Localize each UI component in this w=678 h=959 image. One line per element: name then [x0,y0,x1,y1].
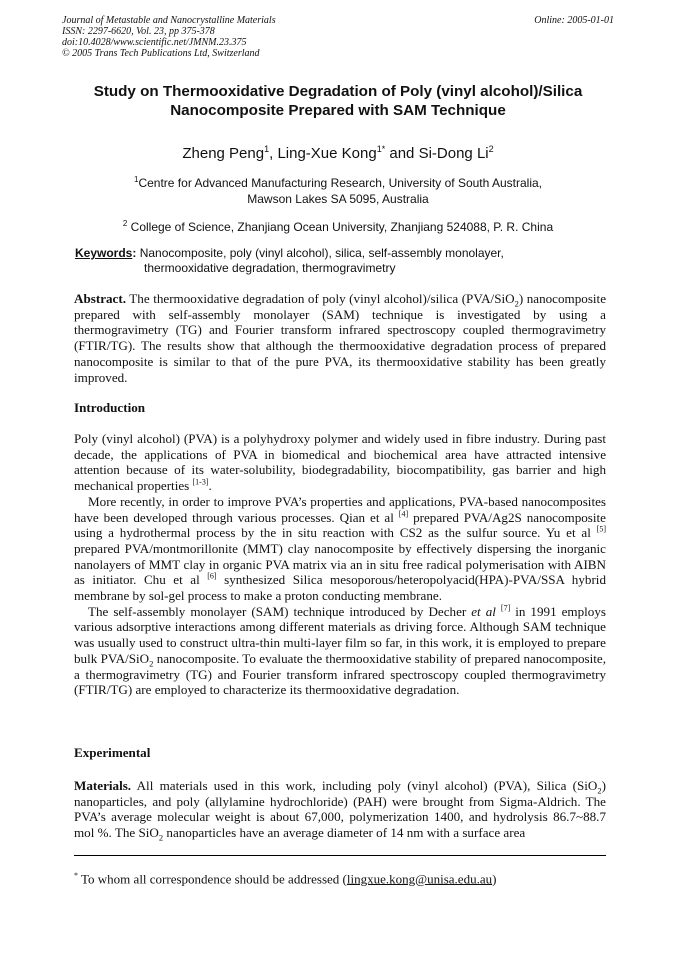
subscript: 2 [597,785,602,796]
title-line-2: Nanocomposite Prepared with SAM Technique [170,102,506,119]
author-separator: and [385,145,419,162]
doi-line: doi:10.4028/www.scientific.net/JMNM.23.375 [62,37,247,48]
keywords-colon: : [132,246,137,260]
paragraph-text: synthesized Silica mesoporous/heteropolyacid(HPA)-PVA/SSA hybrid membrane by sol-gel process to make a proton conducting membrane. [74,572,606,604]
keywords-block [75,246,605,276]
abstract-label: Abstract. [74,291,126,306]
author-1: Zheng Peng [182,145,265,162]
paragraph-text: in 1991 employs various adsorptive interactions among different materials as driving force. Although SAM technique was usually used to construct ultra-thin multi-layer film so far, in this work, it is employed to prepare bulk PVA/SiO [74,603,606,666]
issn-line: ISSN: 2297-6620, Vol. 23, pp 375-378 [62,26,215,37]
abstract-text: ) nanocomposite prepared with self-assembly monolayer (SAM) technique is investigated by using a thermogravimetry (TG) and Fourier transform infrared spectroscopy coupled thermogravimetry (FTIR/TG). The results show that although the thermooxidative degradation process of prepared nanocomposite is similar to that of the pure PVA, its thermooxidative stability has been greatly improved. [74,291,607,385]
email-link[interactable]: lingxue.kong@unisa.edu.au [346,871,493,887]
journal-name: Journal of Metastable and Nanocrystalline Materials [62,15,276,26]
author-2: Ling-Xue Kong [277,145,377,162]
footnote [74,871,496,887]
author-1-affiliation: 1 [264,144,270,154]
subscript: 2 [514,298,519,309]
affiliation-1-line-2: Mawson Lakes SA 5095, Australia [247,192,429,206]
keywords-label: Keywords [75,246,133,260]
affiliation-1-marker: 1 [134,175,139,184]
keywords-line-2: thermooxidative degradation, thermogravimetry [144,261,396,275]
copyright-line: © 2005 Trans Tech Publications Ltd, Switzerland [62,48,260,59]
paragraph-text: nanocomposite. To evaluate the thermooxidative stability of prepared nanocomposite, a thermogravimetry (TG) and Fourier transform infrared spectroscopy coupled thermogravimetry (FTIR/TG) are employed to characterize its thermooxidative degradation. [74,650,607,698]
affiliation-2-text: College of Science, Zhanjiang Ocean University, Zhanjiang 524088, P. R. China [127,220,554,234]
introduction-heading: Introduction [74,400,146,415]
subscript: 2 [158,832,164,843]
materials-label: Materials. [74,778,132,793]
paragraph [74,431,606,494]
paragraph-text: ) nanoparticles, and poly (allylamine hydrochloride) (PAH) were brought from Sigma-Aldrich. The PVA’s average molecular weight is about 67,000, polymerization 1400, and hydrolysis 86.7~88.7 mol %. The SiO [74,778,606,841]
affiliation-2 [62,216,614,235]
paragraph [74,604,606,698]
subscript: 2 [149,658,154,669]
author-3: Si-Dong Li [418,145,489,162]
footnote-text: ) [492,871,497,887]
title-line-1: Study on Thermooxidative Degradation of Poly (vinyl alcohol)/Silica [93,83,583,100]
page-header [62,15,614,59]
author-2-affiliation: 1* [376,144,386,154]
introduction-body [74,431,606,698]
author-3-affiliation: 2 [488,144,494,154]
paragraph-text: . [208,478,212,494]
affiliation-2-marker: 2 [122,219,128,228]
keywords-line-1: Nanocomposite, poly (vinyl alcohol), silica, self-assembly monolayer, [136,246,504,260]
footnote-text: To whom all correspondence should be addressed ( [78,871,347,887]
online-date: Online: 2005-01-01 [534,15,614,26]
affiliation-1 [62,172,614,207]
citation: [4] [398,509,409,519]
paragraph-text: More recently, in order to improve PVA’s properties and applications, PVA-based nanocomposites have been developed through various processes. Qian et al [74,493,606,525]
italic-et-al: et al [471,603,496,619]
paragraph-text: prepared PVA/montmorillonite (MMT) clay nanocomposite by effectively dispersing the inorganic nanolayers of MMT clay in organic PVA matrix via an in situ free radical polymerisation with AIBN as initiator. Chu et al [74,540,606,588]
paragraph [74,494,606,604]
abstract [74,291,606,385]
citation: [1-3] [192,477,209,487]
paragraph-text: nanoparticles have an average diameter of 14 nm with a surface area [163,825,526,841]
affiliation-1-line-1: Centre for Advanced Manufacturing Research, University of South Australia, [138,176,542,190]
author-separator: , [269,145,278,162]
paragraph-text: Poly (vinyl alcohol) (PVA) is a polyhydroxy polymer and widely used in fibre industry. During past decade, the applications of PVA in biomedical and biochemical area have attracted intensive attention because of its water-solubility, biodegradability, biocompatibility, gas barrier and high mechanical properties [74,431,606,494]
citation: [6] [207,571,217,581]
experimental-heading: Experimental [74,745,151,760]
paper-title [62,82,614,120]
paragraph-text: The self-assembly monolayer (SAM) technique introduced by Decher [88,603,472,619]
citation: [7] [500,603,511,613]
author-list [62,140,614,163]
footnote-marker: * [74,871,78,880]
paragraph-text: All materials used in this work, including poly (vinyl alcohol) (PVA), Silica (SiO [131,778,598,793]
citation: [5] [596,524,606,534]
abstract-text: The thermooxidative degradation of poly (vinyl alcohol)/silica (PVA/SiO [126,291,515,306]
experimental-body [74,778,606,841]
paragraph-text: prepared PVA/Ag2S nanocomposite using a hydrothermal process by the in situ reaction with CS2 as the sulfur source. Yu et al [74,509,606,541]
footnote-divider [74,855,606,856]
